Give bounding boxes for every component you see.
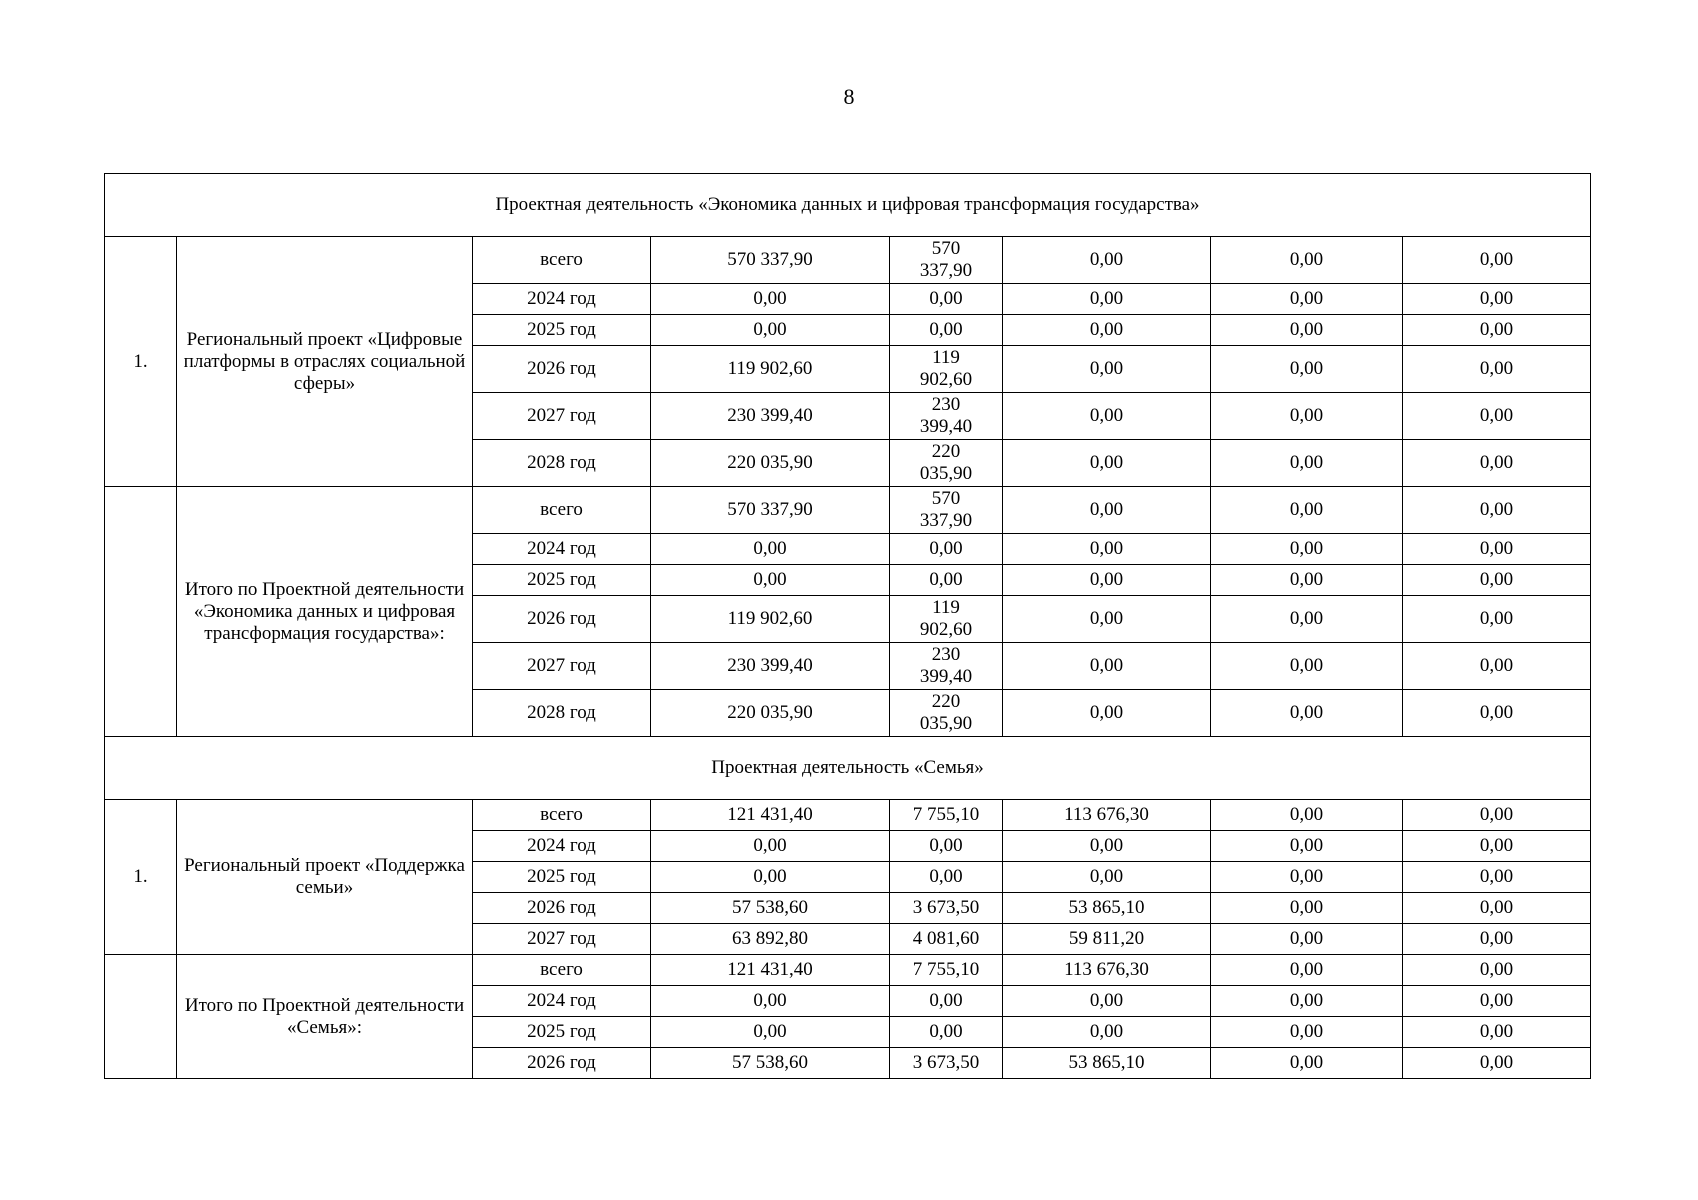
section-row: [105, 737, 1591, 800]
amount-col3-cell: 0,00: [1003, 315, 1211, 346]
amount-col3-cell: 0,00: [1003, 284, 1211, 315]
amount-col4-cell: 0,00: [1211, 862, 1403, 893]
amount-total-cell: 57 538,60: [651, 1048, 890, 1079]
amount-col5-cell: 0,00: [1403, 831, 1591, 862]
amount-col4-cell: 0,00: [1211, 440, 1403, 487]
amount-col5-cell: 0,00: [1403, 284, 1591, 315]
amount-total-cell: 0,00: [651, 284, 890, 315]
amount-col2-cell: 3 673,50: [890, 893, 1003, 924]
period-cell: 2027 год: [473, 924, 651, 955]
amount-col2-cell: 570 337,90: [890, 237, 1003, 284]
amount-col5-cell: 0,00: [1403, 1017, 1591, 1048]
amount-col4-cell: 0,00: [1211, 955, 1403, 986]
amount-col3-cell: 0,00: [1003, 986, 1211, 1017]
amount-col5-cell: 0,00: [1403, 565, 1591, 596]
period-cell: всего: [473, 237, 651, 284]
period-cell: 2025 год: [473, 862, 651, 893]
amount-col2-cell: 0,00: [890, 986, 1003, 1017]
amount-total-cell: 121 431,40: [651, 800, 890, 831]
amount-col3-cell: 0,00: [1003, 643, 1211, 690]
amount-col4-cell: 0,00: [1211, 346, 1403, 393]
amount-total-cell: 119 902,60: [651, 596, 890, 643]
amount-col5-cell: 0,00: [1403, 924, 1591, 955]
period-cell: 2024 год: [473, 986, 651, 1017]
amount-total-cell: 119 902,60: [651, 346, 890, 393]
item-number: [105, 487, 177, 737]
item-number: 1.: [105, 800, 177, 955]
amount-col5-cell: 0,00: [1403, 534, 1591, 565]
amount-col4-cell: 0,00: [1211, 534, 1403, 565]
period-cell: 2026 год: [473, 596, 651, 643]
amount-col4-cell: 0,00: [1211, 1017, 1403, 1048]
item-number: 1.: [105, 237, 177, 487]
amount-col2-cell: 230 399,40: [890, 393, 1003, 440]
item-number: [105, 955, 177, 1079]
amount-col2-cell: 0,00: [890, 534, 1003, 565]
amount-col2-cell: 0,00: [890, 862, 1003, 893]
period-cell: 2028 год: [473, 440, 651, 487]
amount-col4-cell: 0,00: [1211, 924, 1403, 955]
amount-col3-cell: 0,00: [1003, 440, 1211, 487]
amount-col4-cell: 0,00: [1211, 800, 1403, 831]
amount-total-cell: 230 399,40: [651, 643, 890, 690]
amount-col2-cell: 119 902,60: [890, 346, 1003, 393]
amount-col4-cell: 0,00: [1211, 487, 1403, 534]
amount-col2-cell: 0,00: [890, 284, 1003, 315]
amount-col4-cell: 0,00: [1211, 237, 1403, 284]
period-cell: 2024 год: [473, 534, 651, 565]
table-row: [105, 487, 1591, 534]
amount-col4-cell: 0,00: [1211, 893, 1403, 924]
amount-col5-cell: 0,00: [1403, 800, 1591, 831]
amount-col3-cell: 0,00: [1003, 534, 1211, 565]
table-row: [105, 955, 1591, 986]
amount-col3-cell: 0,00: [1003, 565, 1211, 596]
period-cell: 2028 год: [473, 690, 651, 737]
amount-col5-cell: 0,00: [1403, 690, 1591, 737]
amount-col3-cell: 0,00: [1003, 1017, 1211, 1048]
table-row: [105, 237, 1591, 284]
amount-total-cell: 0,00: [651, 315, 890, 346]
amount-col2-cell: 7 755,10: [890, 955, 1003, 986]
amount-col2-cell: 570 337,90: [890, 487, 1003, 534]
amount-col4-cell: 0,00: [1211, 643, 1403, 690]
project-name: Итого по Проектной деятельности «Семья»:: [177, 955, 473, 1079]
amount-total-cell: 63 892,80: [651, 924, 890, 955]
amount-col3-cell: 0,00: [1003, 393, 1211, 440]
amount-col5-cell: 0,00: [1403, 643, 1591, 690]
amount-col3-cell: 53 865,10: [1003, 893, 1211, 924]
amount-col5-cell: 0,00: [1403, 893, 1591, 924]
amount-col2-cell: 230 399,40: [890, 643, 1003, 690]
amount-col2-cell: 3 673,50: [890, 1048, 1003, 1079]
amount-col2-cell: 0,00: [890, 565, 1003, 596]
amount-total-cell: 0,00: [651, 986, 890, 1017]
amount-total-cell: 0,00: [651, 534, 890, 565]
amount-col3-cell: 0,00: [1003, 237, 1211, 284]
amount-col4-cell: 0,00: [1211, 986, 1403, 1017]
amount-total-cell: 220 035,90: [651, 440, 890, 487]
amount-col5-cell: 0,00: [1403, 986, 1591, 1017]
table-row: [105, 800, 1591, 831]
project-name: Региональный проект «Поддержка семьи»: [177, 800, 473, 955]
amount-col3-cell: 113 676,30: [1003, 800, 1211, 831]
amount-col3-cell: 53 865,10: [1003, 1048, 1211, 1079]
amount-col5-cell: 0,00: [1403, 1048, 1591, 1079]
period-cell: 2026 год: [473, 346, 651, 393]
amount-col5-cell: 0,00: [1403, 955, 1591, 986]
period-cell: 2027 год: [473, 643, 651, 690]
amount-col2-cell: 220 035,90: [890, 690, 1003, 737]
amount-col4-cell: 0,00: [1211, 393, 1403, 440]
amount-col3-cell: 0,00: [1003, 346, 1211, 393]
amount-total-cell: 220 035,90: [651, 690, 890, 737]
period-cell: всего: [473, 487, 651, 534]
period-cell: 2025 год: [473, 565, 651, 596]
amount-col4-cell: 0,00: [1211, 831, 1403, 862]
amount-col5-cell: 0,00: [1403, 315, 1591, 346]
amount-col4-cell: 0,00: [1211, 1048, 1403, 1079]
page-number: 8: [843, 84, 855, 109]
amount-col4-cell: 0,00: [1211, 596, 1403, 643]
section-title: Проектная деятельность «Экономика данных и цифровая трансформация государства»: [105, 174, 1591, 237]
amount-col2-cell: 220 035,90: [890, 440, 1003, 487]
amount-col5-cell: 0,00: [1403, 487, 1591, 534]
amount-total-cell: 121 431,40: [651, 955, 890, 986]
amount-col3-cell: 113 676,30: [1003, 955, 1211, 986]
amount-col5-cell: 0,00: [1403, 393, 1591, 440]
amount-col5-cell: 0,00: [1403, 440, 1591, 487]
budget-table: [104, 173, 1591, 1079]
amount-col2-cell: 0,00: [890, 315, 1003, 346]
amount-col2-cell: 4 081,60: [890, 924, 1003, 955]
amount-col5-cell: 0,00: [1403, 346, 1591, 393]
amount-col5-cell: 0,00: [1403, 862, 1591, 893]
amount-total-cell: 570 337,90: [651, 487, 890, 534]
amount-total-cell: 0,00: [651, 862, 890, 893]
amount-total-cell: 0,00: [651, 831, 890, 862]
amount-col2-cell: 7 755,10: [890, 800, 1003, 831]
amount-total-cell: 57 538,60: [651, 893, 890, 924]
amount-col2-cell: 0,00: [890, 1017, 1003, 1048]
amount-col4-cell: 0,00: [1211, 284, 1403, 315]
amount-col5-cell: 0,00: [1403, 596, 1591, 643]
period-cell: 2026 год: [473, 1048, 651, 1079]
period-cell: всего: [473, 955, 651, 986]
project-name: Региональный проект «Цифровые платформы в отраслях социальной сферы»: [177, 237, 473, 487]
period-cell: 2026 год: [473, 893, 651, 924]
amount-col2-cell: 0,00: [890, 831, 1003, 862]
amount-total-cell: 0,00: [651, 565, 890, 596]
amount-total-cell: 0,00: [651, 1017, 890, 1048]
amount-col4-cell: 0,00: [1211, 690, 1403, 737]
amount-col3-cell: 0,00: [1003, 831, 1211, 862]
period-cell: 2027 год: [473, 393, 651, 440]
amount-col2-cell: 119 902,60: [890, 596, 1003, 643]
amount-col3-cell: 0,00: [1003, 690, 1211, 737]
period-cell: 2024 год: [473, 284, 651, 315]
amount-col4-cell: 0,00: [1211, 565, 1403, 596]
amount-total-cell: 570 337,90: [651, 237, 890, 284]
amount-col3-cell: 0,00: [1003, 862, 1211, 893]
amount-col4-cell: 0,00: [1211, 315, 1403, 346]
amount-col3-cell: 0,00: [1003, 487, 1211, 534]
period-cell: 2025 год: [473, 315, 651, 346]
section-row: [105, 174, 1591, 237]
amount-col5-cell: 0,00: [1403, 237, 1591, 284]
amount-total-cell: 230 399,40: [651, 393, 890, 440]
period-cell: 2025 год: [473, 1017, 651, 1048]
section-title: Проектная деятельность «Семья»: [105, 737, 1591, 800]
amount-col3-cell: 59 811,20: [1003, 924, 1211, 955]
amount-col3-cell: 0,00: [1003, 596, 1211, 643]
project-name: Итого по Проектной деятельности «Экономика данных и цифровая трансформация государства»:: [177, 487, 473, 737]
period-cell: всего: [473, 800, 651, 831]
period-cell: 2024 год: [473, 831, 651, 862]
